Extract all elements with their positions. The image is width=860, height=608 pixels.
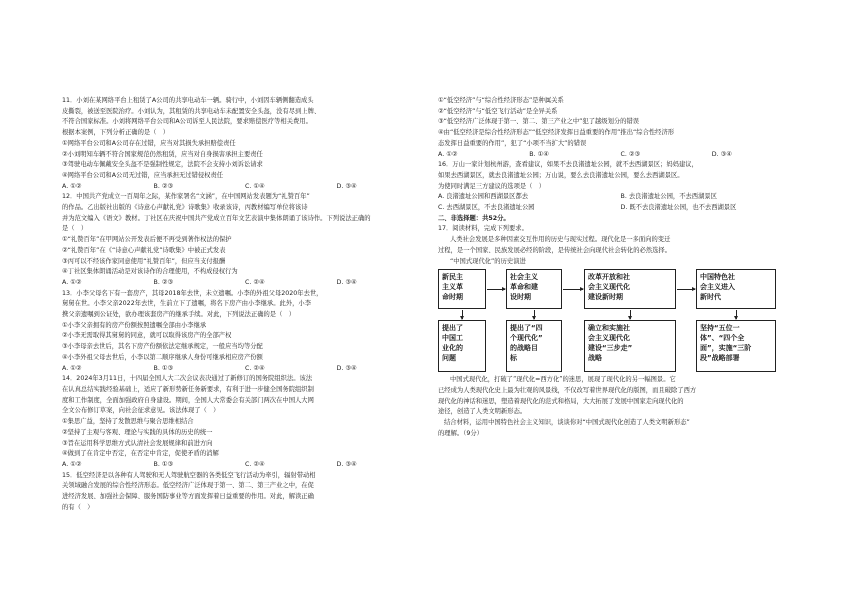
- left-column: [62, 96, 428, 513]
- arrow-down: [534, 310, 535, 319]
- q11-statement: ②小刘明知车辆不符合国家规范仍然租赁，应当对自身损害承担主要责任: [62, 150, 263, 158]
- stage-box-new-era: 中国特色社 会主义进入 新时代: [696, 269, 776, 309]
- q12-option-c[interactable]: C. ②④: [245, 278, 265, 286]
- q12-options: [62, 278, 428, 289]
- q11-stem: 皮撕裂，被送至医院治疗。小刘认为，其租赁的共享电动车未配置安全头盔，没有尽到上牌、: [62, 107, 321, 115]
- arrow-down: [736, 310, 737, 319]
- q15-statement: ②“低空经济”与“低空飞行活动”是全异关系: [438, 107, 558, 115]
- q11-option-b[interactable]: B. ②③: [153, 182, 174, 190]
- q16-stem: 如果去西湖景区，就去良渚遗址公园；万山说，要么去良渚遗址公园，要么去西湖景区。: [438, 171, 684, 179]
- q15-stem: 进经济发展、加强社会保障、服务国防事业等方面发挥着日益重要的作用。对此，解读正确: [62, 493, 314, 501]
- q17-passage: 过程，是一个国家、民族发展必经的阶段，是传统社会向现代社会转化的必然选择。: [438, 246, 671, 254]
- detail-box-four-modernizations: 提出了“四 个现代化” 的战略目 标: [506, 320, 562, 372]
- q13-stem: 舅舅在世。小李父亲2022年去世，生前立下了遗嘱，将名下房产由小李继承。此外，小李: [62, 300, 312, 308]
- q11-stem: 根据本案例，下列分析正确的是（ ）: [62, 129, 170, 137]
- q13-statement: ②小李无需取得其舅舅的同意，就可以取得该房产的全部产权: [62, 332, 232, 340]
- q11-options: [62, 182, 428, 193]
- q15-statement: ④由“低空经济是综合性经济形态”“低空经济发挥日益重要的作用”推出“综合性经济形: [438, 129, 675, 137]
- q15-statement: ①“低空经济”与“综合性经济形态”是种属关系: [438, 97, 564, 104]
- q13-statement: ①小李父亲拥有的房产份额按照遗嘱全部由小李继承: [62, 321, 207, 329]
- stage-box-reform-opening: 改革开放和社 会主义现代化 建设新时期: [584, 269, 676, 309]
- q15-stem: 关领域融合发展的综合性经济形态。低空经济广泛体现于第一、第二、第三产业之中，在促: [62, 482, 314, 490]
- q16-option-a[interactable]: A. 良渚遗址公园和西湖景区都去: [438, 193, 529, 201]
- detail-box-five-in-one: 坚持“五位一 体”、“四个全 面”，实施“三阶 段”战略部署: [696, 320, 776, 372]
- q14-stem: 在认真总结实践经验基础上，适应了新形势新任务新要求，有利于进一步健全国务院组织制: [62, 385, 314, 393]
- q15-option-a[interactable]: A. ①②: [438, 150, 458, 158]
- q15-stem: 的有（ ）: [62, 503, 94, 511]
- q14-option-b[interactable]: B. ①③: [153, 460, 174, 468]
- diagram-title: “中国式现代化”的历史演进: [450, 257, 526, 265]
- q15-stem: 15．低空经济是以各种有人驾驶和无人驾驶航空器的各类低空飞行活动为牵引，辐射带动相: [62, 471, 316, 479]
- q17-passage: 人类社会发展是多种因素交互作用的历史与现实过程。现代化是一多面向的变迁: [450, 236, 671, 244]
- q12-statement: ①“礼赞百年”在甲网站公开发表后便不再受到著作权法的保护: [62, 236, 232, 244]
- q11-statement: ④网络平台公司和A公司无过错，应当承担无过错侵权责任: [62, 171, 224, 179]
- section-title: 二、非选择题：共52分。: [438, 214, 510, 222]
- detail-box-industrialization: 提出了 中国工 业化的 问题: [438, 320, 486, 372]
- q14-stem: 全文公布修订草案，向社会征求意见。该法体现了（ ）: [62, 407, 220, 415]
- stage-box-new-democracy: 新民主 主义革 命时期: [438, 269, 486, 309]
- q13-option-c[interactable]: C. ②④: [245, 364, 265, 372]
- q11-stem: 11．小刘在某网络平台上租赁了A公司的共享电动车一辆。骑行中，小刘因车辆侧翻造成头: [62, 97, 314, 104]
- q12-statement: ②“礼赞百年”在《“诗意心声献礼党”诗歌集》中被正式发表: [62, 246, 226, 254]
- q16-option-c[interactable]: C. 去西湖景区，不去良渚遗址公园: [438, 204, 535, 212]
- q16-stem: 16．万山一家计划杭州游，查看建议，如果不去良渚遗址公园，就不去西湖景区；妈妈建议，: [438, 161, 698, 169]
- q12-stem: 12．中国共产党成立一百周年之际，某作家署名“文涵”，在中国网站发表题为“礼赞百年”: [62, 193, 310, 201]
- q14-statement: ③旨在运用科学思维方式认清社会发展规律和前进方向: [62, 439, 213, 447]
- q12-option-b[interactable]: B. ②③: [153, 278, 174, 286]
- q17-question: 结合材料，运用中国特色社会主义知识，谈谈你对“中国式现代化创造了人类文明新形态”: [444, 419, 690, 427]
- modernization-flow-diagram: [438, 269, 803, 373]
- arrow-right: [563, 289, 583, 290]
- q13-options: [62, 364, 428, 375]
- q12-statement: ④丁社区集体朗诵活动是对该诗作的合理使用，不构成侵权行为: [62, 268, 238, 276]
- q14-stem: 14．2024年3月11日，十四届全国人大二次会议表决通过了新修订的国务院组织法。该法: [62, 375, 313, 383]
- q14-statement: ①集思广益，坚持了发散思维与聚合思维相结合: [62, 418, 194, 426]
- q16-option-d[interactable]: D. 既不去良渚遗址公园，也不去西湖景区: [620, 204, 737, 212]
- detail-box-three-step: 确立和实施社 会主义现代化 建设“三步走” 战略: [584, 320, 676, 372]
- q13-option-b[interactable]: B. ①③: [153, 364, 174, 372]
- q11-statement: ①网络平台公司和A公司存在过错，应当对其损失承担赔偿责任: [62, 139, 236, 147]
- q16-options-row2: [438, 203, 803, 214]
- q15-option-d[interactable]: D. ③④: [711, 150, 732, 158]
- q17-passage: 现代化的神话和迷思，塑造着现代化的范式和格局，大大拓展了发展中国家走向现代化的: [438, 397, 684, 405]
- q13-option-a[interactable]: A. ①②: [62, 364, 82, 372]
- q17-passage: 已经成为人类现代化史上最为壮观的风景线，不仅改写着世界现代化的版图，而且破除了西方: [438, 386, 697, 394]
- q16-option-b[interactable]: B. 去良渚遗址公园，不去西湖景区: [620, 193, 717, 201]
- arrow-right: [677, 289, 695, 290]
- q15-option-b[interactable]: B. ①④: [529, 150, 549, 158]
- right-column: [438, 96, 803, 439]
- q17-intro: 17．阅读材料，完成下列要求。: [438, 225, 528, 233]
- q14-option-a[interactable]: A. ①②: [62, 460, 82, 468]
- q17-passage: 中国式现代化，打破了“现代化=西方化”的迷思，展现了现代化的另一幅图景。它: [450, 376, 676, 384]
- q13-statement: ③小李母亲去世后，其名下房产份额依法定继承规定，一般应当均等分配: [62, 343, 263, 351]
- q14-stem: 度和工作制度，全面加强政府自身建设。期间，全国人大常委会有关部门两次在中国人大网: [62, 396, 314, 404]
- q15-statement: ③“低空经济广泛体现于第一、第二、第三产业之中”犯了越级划分的错误: [438, 118, 640, 126]
- q12-stem: 并为范文编入《语文》教材。丁社区在庆祝中国共产党成立百年文艺表演中集体朗诵了该诗作。下列说法正确的: [62, 214, 371, 222]
- arrow-right: [487, 289, 505, 290]
- q13-statement: ④小李外祖父母去世后，小李以第二顺序继承人身份可继承相应房产份额: [62, 353, 263, 361]
- q15-statement: 态发挥日益重要的作用”，犯了“小项不当扩大”的错误: [438, 139, 587, 147]
- q16-options-row1: [438, 192, 803, 203]
- q11-option-a[interactable]: A. ①②: [62, 182, 82, 190]
- q14-option-c[interactable]: C. ②④: [245, 460, 265, 468]
- q12-stem: 的作品。乙出版社出版的《诗意心声献礼党》诗歌集》收录该诗，丙教材编写单位将该诗: [62, 204, 308, 212]
- q12-option-a[interactable]: A. ①②: [62, 278, 82, 286]
- q11-option-d[interactable]: D. ③④: [336, 182, 357, 190]
- q13-stem: 13．小李父母名下有一套房产，其母2018年去世，未立遗嘱。小李的外祖父母2020年去世，: [62, 289, 323, 297]
- q15-options: [438, 150, 803, 161]
- arrow-down: [630, 310, 631, 319]
- q15-option-c[interactable]: C. ②③: [620, 150, 641, 158]
- q17-passage: 途径，创造了人类文明新形态。: [438, 408, 527, 416]
- q14-options: [62, 460, 428, 471]
- q12-stem: 是（ ）: [62, 225, 88, 233]
- q14-statement: ④做到了在肯定中否定，在否定中肯定，促使矛盾的消解: [62, 450, 219, 458]
- arrow-down: [462, 310, 463, 319]
- q16-stem: 为使同时满足三方建议的选项是（ ）: [438, 182, 546, 190]
- stage-box-socialist-revolution: 社会主义 革命和建 设时期: [506, 269, 562, 309]
- q11-stem: 不符合国家标准。小刘将网络平台公司和A公司诉至人民法院，要求赔偿医疗等相关费用。: [62, 118, 312, 126]
- q12-option-d[interactable]: D. ③④: [336, 278, 357, 286]
- q13-stem: 携父亲遗嘱到公证处，欲办理该套房产的继承手续。对此，下列说法正确的是（ ）: [62, 311, 295, 319]
- q14-option-d[interactable]: D. ③④: [336, 460, 357, 468]
- q17-question: 的理解。（9分）: [438, 429, 483, 437]
- q11-statement: ③驾驶电动车佩戴安全头盔不是强制性规定，法院不会支持小刘诉讼请求: [62, 161, 263, 169]
- q11-option-c[interactable]: C. ①④: [245, 182, 265, 190]
- q14-statement: ②坚持了主观与客观、理论与实践的具体的历史的统一: [62, 428, 213, 436]
- q13-option-d[interactable]: D. ③④: [336, 364, 357, 372]
- q12-statement: ③丙可以不经该作家同意使用“礼赞百年”，但应当支付报酬: [62, 257, 226, 265]
